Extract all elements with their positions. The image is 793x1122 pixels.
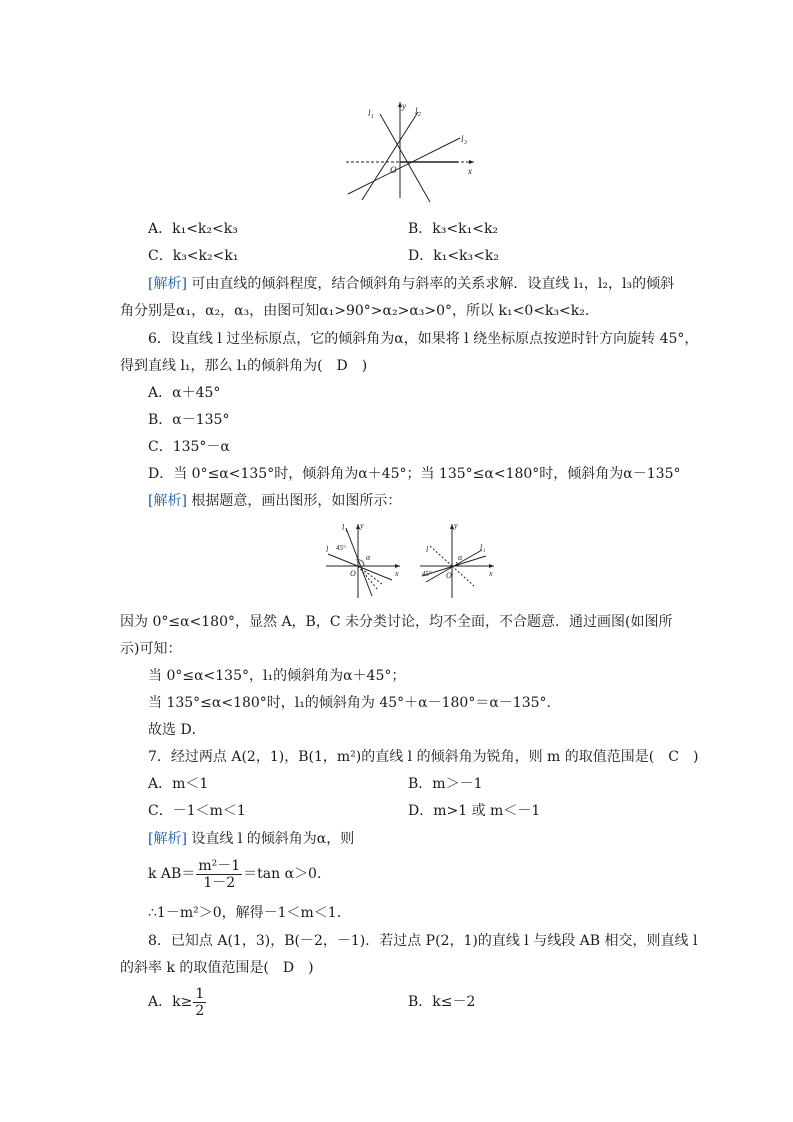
fig1-label-l1-sub: 1: [371, 114, 374, 120]
fraction-numerator: 1: [195, 985, 205, 1002]
figb-label-l1: l: [480, 543, 483, 552]
figa-axis-y: y: [360, 521, 364, 530]
q5-analysis-line-2: 角分别是α₁，α₂，α₃，由图可知α₁>90°>α₂>α₃>0°，所以 k₁<0<k₃<k₂.: [120, 303, 590, 319]
q5-option-a: A．k₁<k₂<k₃: [148, 221, 238, 237]
q5-analysis-line-1: [148, 274, 674, 294]
figa-label-alpha: α: [366, 553, 371, 562]
q7-analysis-text-1: 设直线 l 的倾斜角为α，则: [191, 831, 355, 847]
fig1-label-l3: l: [461, 134, 464, 144]
figa-label-l1-sub: 1: [345, 529, 348, 534]
figa-axis-x: x: [395, 569, 399, 578]
q6-body-line-3: 当 0°≤α<135°，l₁的倾斜角为α＋45°；: [148, 668, 406, 684]
q8-option-a-fraction: [193, 986, 206, 1019]
q7-analysis-line-1: [148, 829, 354, 849]
figure-three-lines: [340, 98, 480, 206]
q6-body-line-5: 故选 D．: [148, 722, 206, 738]
figb-axis-x: x: [489, 569, 493, 578]
q6-option-a: A．α＋45°: [148, 385, 221, 401]
fig1-label-l3-sub: 3: [464, 140, 467, 146]
analysis-tag: [解析]: [148, 831, 187, 847]
q7-option-a: A．m＜1: [148, 776, 209, 792]
figb-axis-y: y: [454, 521, 458, 530]
q7-conclusion: ∴1－m²＞0，解得－1＜m＜1.: [148, 905, 342, 921]
fraction-numerator: m²－1: [198, 857, 241, 874]
q6-option-b: B．α－135°: [148, 412, 230, 428]
fig1-origin: O: [390, 165, 397, 175]
q7-option-c: C．－1＜m＜1: [148, 803, 246, 819]
figa-label-l1: l: [342, 523, 345, 532]
slope-lhs: k AB＝: [148, 866, 196, 882]
fig1-axis-x: x: [468, 166, 472, 176]
q5-option-c: C．k₃<k₂<k₁: [148, 248, 239, 264]
q7-option-d: D．m>1 或 m＜－1: [408, 803, 541, 819]
figb-label-l1-sub: 1: [483, 549, 486, 554]
figa-label-l: l: [326, 545, 329, 554]
figb-label-alpha: α: [458, 553, 463, 562]
figb-label-l: l: [426, 545, 429, 554]
fraction-denominator: 2: [195, 1002, 205, 1019]
q8-option-a: [148, 984, 207, 1020]
figure-rotation-a: [322, 520, 406, 600]
three-lines-diagram: [340, 98, 480, 206]
q6-option-d: D．当 0°≤α<135°时，倾斜角为α＋45°；当 135°≤α<180°时，倾斜角为α－135°: [148, 466, 681, 482]
analysis-tag: [解析]: [148, 276, 187, 292]
figure-rotation-b: [416, 520, 500, 600]
figa-origin: O: [350, 569, 356, 578]
q8-option-b: B．k≤－2: [408, 994, 476, 1010]
fig1-axis-y: y: [402, 101, 406, 111]
analysis-tag: [解析]: [148, 493, 187, 509]
q6-option-c: C．135°－α: [148, 439, 230, 455]
rotation-diagram-b: [416, 520, 500, 600]
q6-body-line-4: 当 135°≤α<180°时，l₁的倾斜角为 45°＋α－180°＝α－135°.: [148, 695, 551, 711]
q8-stem-line-1: 8．已知点 A(1，3)，B(－2，－1)．若过点 P(2，1)的直线 l 与线段 AB 相交，则直线 l: [148, 933, 698, 949]
figb-label-45: 45°: [422, 570, 432, 578]
q6-body-line-2: 示)可知：: [120, 641, 182, 657]
q7-option-b: B．m＞－1: [408, 776, 483, 792]
q6-analysis-line-1: [148, 491, 401, 511]
q7-stem: 7．经过两点 A(2，1)，B(1，m²)的直线 l 的倾斜角为锐角，则 m 的取值范围是( C ): [148, 749, 699, 765]
q6-stem-line-1: 6．设直线 l 过坐标原点，它的倾斜角为α，如果将 l 绕坐标原点按逆时针方向旋转 45°，: [148, 331, 699, 347]
fraction-denominator: 1－2: [203, 874, 236, 891]
q5-option-d: D．k₁<k₃<k₂: [408, 248, 499, 264]
q6-analysis-text-1: 根据题意，画出图形，如图所示：: [191, 493, 402, 509]
q5-option-b: B．k₃<k₁<k₂: [408, 221, 499, 237]
fig1-label-l2: l: [415, 106, 418, 116]
rotation-diagram-a: [322, 520, 406, 600]
q8-stem-line-2: 的斜率 k 的取值范围是( D ): [120, 960, 314, 976]
slope-fraction: [196, 858, 242, 891]
q6-body-line-1: 因为 0°≤α<180°，显然 A，B，C 未分类讨论，均不全面，不合题意．通过画图(如图所: [120, 614, 673, 630]
q5-analysis-text-1: 可由直线的倾斜程度，结合倾斜角与斜率的关系求解．设直线 l₁，l₂，l₃的倾斜: [191, 276, 675, 292]
slope-rhs: ＝tan α＞0.: [243, 866, 322, 882]
figb-origin: O: [446, 571, 452, 580]
fig1-label-l2-sub: 2: [418, 112, 421, 118]
q6-stem-line-2: 得到直线 l₁，那么 l₁的倾斜角为( D ): [120, 358, 368, 374]
q8-option-a-prefix: A．k≥: [148, 994, 193, 1010]
fig1-label-l1: l: [368, 108, 371, 118]
figa-label-45: 45°: [336, 544, 346, 552]
q7-slope-equation: [148, 856, 321, 892]
